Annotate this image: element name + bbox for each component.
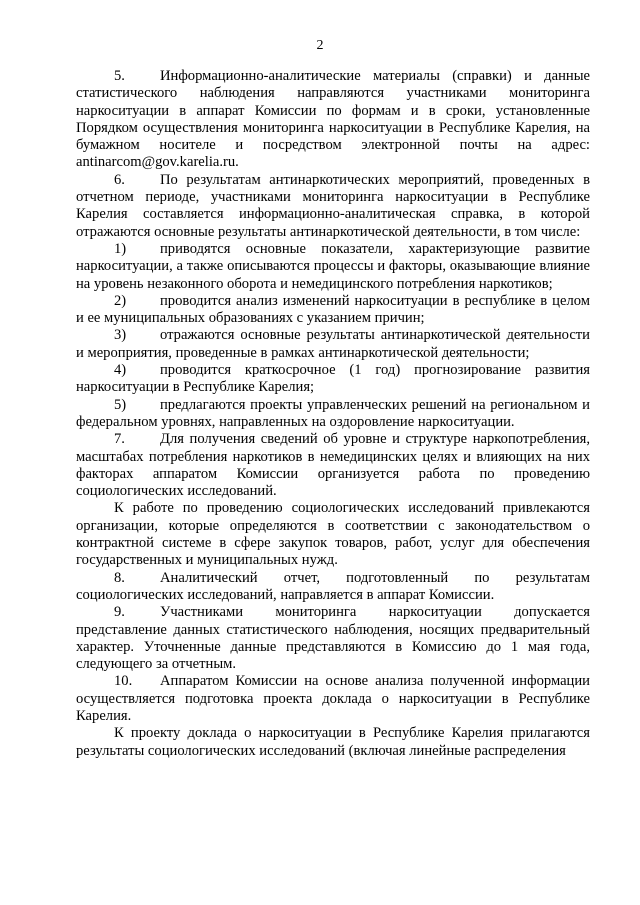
page-number: 2	[316, 38, 324, 53]
subitem-5	[76, 397, 590, 432]
paragraph-number: 9.	[114, 604, 125, 621]
subitem-2	[76, 293, 590, 328]
paragraph-text: К проекту доклада о наркоситуации в Республике Карелия прилагаются результаты социологических исследований (включая линейные распределения	[76, 725, 590, 759]
subitem-number: 5)	[114, 396, 127, 413]
paragraph-item-10	[76, 673, 590, 725]
paragraph-number: 8.	[114, 569, 125, 586]
paragraph-text: Аппаратом Комиссии на основе анализа полученной информации осуществляется подготовка проекта доклада о наркоситуации в Республике Карелия.	[76, 673, 590, 724]
paragraph-item-5	[76, 68, 590, 172]
paragraph-text: По результатам антинаркотических мероприятий, проведенных в отчетном периоде, участниками мониторинга наркоситуации в Республике Карелия составляется информационно-аналитическая справка, в которой отражаются основные результаты антинаркотической деятельности, в том числе:	[76, 171, 590, 240]
subitem-text: проводится анализ изменений наркоситуации в республике в целом и ее муниципальных образованиях с указанием причин;	[76, 292, 590, 327]
paragraph-text: Для получения сведений об уровне и структуре наркопотребления, масштабах потребления наркотиков в немедицинских целях и влияющих на них факторах аппаратом Комиссии организуется работа по проведению социологических исследований.	[76, 431, 590, 500]
subitem-text: проводится краткосрочное (1 год) прогнозирование развития наркоситуации в Республике Карелия;	[76, 362, 590, 396]
subitem-number: 3)	[114, 327, 127, 344]
subitem-text: отражаются основные результаты антинаркотической деятельности и мероприятия, проведенные в рамках антинаркотической деятельности;	[76, 327, 590, 361]
paragraph-text: Аналитический отчет, подготовленный по результатам социологических исследований, направляется в аппарат Комиссии.	[76, 569, 590, 603]
paragraph-unnumbered	[76, 500, 590, 569]
paragraph-unnumbered	[76, 725, 590, 760]
paragraph-item-7	[76, 431, 590, 500]
paragraph-text: Участниками мониторинга наркоситуации допускается представление данных статистического наблюдения, носящих предварительный характер. Уточненные данные представляются в Комиссию до 1 мая года, следующего за отчетным.	[76, 604, 590, 673]
subitem-number: 1)	[114, 240, 127, 257]
paragraph-number: 7.	[114, 431, 125, 448]
subitem-text: приводятся основные показатели, характеризующие развитие наркоситуации, а также описываются процессы и факторы, оказывающие влияние на уровень незаконного оборота и немедицинского потребления наркотиков;	[76, 240, 590, 292]
subitem-number: 4)	[114, 362, 127, 379]
subitem-1	[76, 241, 590, 293]
subitem-3	[76, 327, 590, 362]
paragraph-number: 10.	[114, 673, 133, 690]
paragraph-number: 5.	[114, 68, 125, 84]
paragraph-text: Информационно-аналитические материалы (справки) и данные статистического наблюдения направляются участниками мониторинга наркоситуации в аппарат Комиссии по формам и в сроки, установленные Порядком осуществления мониторинга наркоситуации в Республике Карелия, на бумажном носителе и посредством электронной почты на адрес: antinarcom@gov.karelia.ru.	[76, 68, 590, 171]
paragraph-item-8	[76, 570, 590, 605]
paragraph-number: 6.	[114, 171, 125, 188]
subitem-text: предлагаются проекты управленческих решений на региональном и федеральном уровнях, направленных на оздоровление наркоситуации.	[76, 396, 590, 430]
subitem-4	[76, 362, 590, 397]
document-body	[76, 68, 590, 760]
paragraph-item-6	[76, 172, 590, 241]
paragraph-text: К работе по проведению социологических исследований привлекаются организации, которые определяются в соответствии с законодательством о контрактной системе в сфере закупок товаров, работ, услуг для обеспечения государственных и муниципальных нужд.	[76, 500, 590, 569]
paragraph-item-9	[76, 604, 590, 673]
subitem-number: 2)	[114, 292, 127, 309]
